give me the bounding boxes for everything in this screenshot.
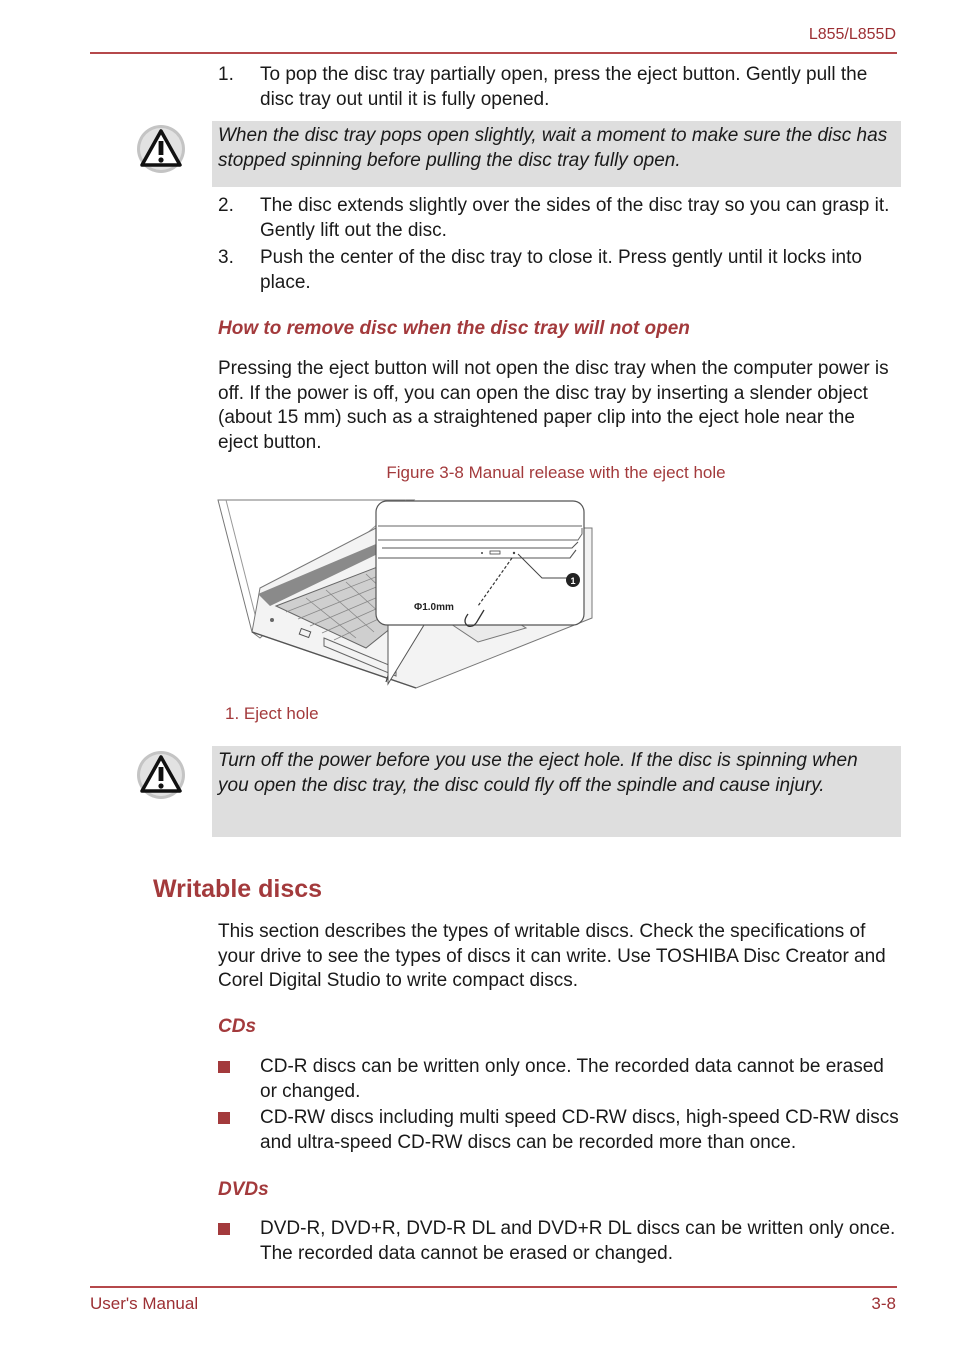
- step-number: 1.: [218, 64, 234, 85]
- step-text: To pop the disc tray partially open, press the eject button. Gently pull the disc tray out until it is fully opened.: [260, 64, 868, 110]
- bullet: [218, 1061, 230, 1073]
- warning-icon: [136, 750, 186, 800]
- warning-icon: [136, 124, 186, 174]
- subheading-cds: CDs: [218, 1016, 257, 1037]
- list-item-text: DVD-R, DVD+R, DVD-R DL and DVD+R DL discs can be written only once. The recorded data cannot be erased or changed.: [260, 1218, 896, 1264]
- callout-number: 1: [570, 576, 576, 586]
- note-eject-hole-warning: Turn off the power before you use the eject hole. If the disc is spinning when you open the disc tray, the disc could fly off the spindle and cause injury.: [212, 746, 901, 837]
- section-title: Writable discs: [153, 875, 323, 903]
- figure-legend: 1. Eject hole: [225, 704, 319, 723]
- subheading-dvds: DVDs: [218, 1179, 269, 1200]
- model-name: L855/L855D: [808, 26, 896, 43]
- figure-eject-hole-illustration: [216, 498, 594, 690]
- dimension-label: Φ1.0mm: [414, 602, 454, 613]
- step-number: 2.: [218, 195, 234, 216]
- bullet: [218, 1112, 230, 1124]
- section-paragraph: This section describes the types of writable discs. Check the specifications of your drive to see the types of discs it can write. Use TOSHIBA Disc Creator and Corel Digital Studio to write compact discs.: [218, 921, 886, 991]
- list-item-text: CD-R discs can be written only once. The recorded data cannot be erased or changed.: [260, 1056, 884, 1102]
- step-number: 3.: [218, 247, 234, 268]
- step-text: The disc extends slightly over the sides of the disc tray so you can grasp it. Gently lift out the disc.: [260, 195, 890, 241]
- footer-title: User's Manual: [90, 1294, 199, 1313]
- list-item-text: CD-RW discs including multi speed CD-RW discs, high-speed CD-RW discs and ultra-speed CD-RW discs can be recorded more than once.: [260, 1107, 899, 1153]
- page-number: 3-8: [871, 1294, 896, 1313]
- bullet: [218, 1223, 230, 1235]
- subheading-remove-disc: How to remove disc when the disc tray will not open: [218, 318, 690, 339]
- figure-caption: Figure 3-8 Manual release with the eject hole: [386, 463, 726, 482]
- paragraph-remove-disc: Pressing the eject button will not open the disc tray when the computer power is off. If the power is off, you can open the disc tray by inserting a slender object (about 15 mm) such as a straightened paper clip into the eject hole near the eject button.: [218, 358, 889, 453]
- footer-rule: [90, 1286, 897, 1288]
- step-text: Push the center of the disc tray to close it. Press gently until it locks into place.: [260, 247, 862, 293]
- header-rule: [90, 52, 897, 54]
- note-disc-spinning: When the disc tray pops open slightly, wait a moment to make sure the disc has stopped spinning before pulling the disc tray fully open.: [212, 121, 901, 187]
